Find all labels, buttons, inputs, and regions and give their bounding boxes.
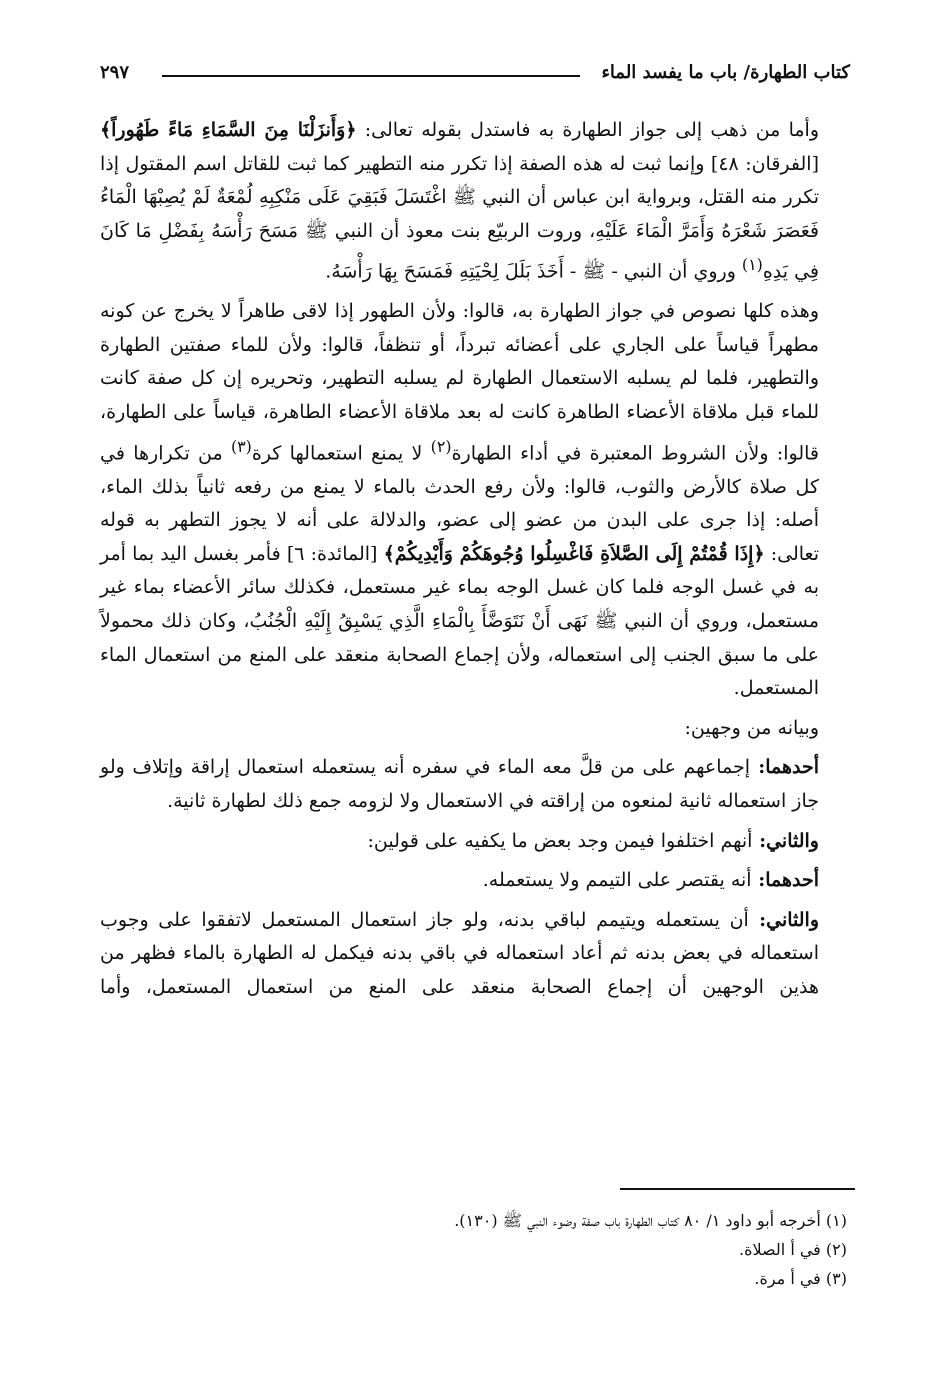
paragraph-2-segment-1: وهذه كلها نصوص في جواز الطهارة به، قالوا: ولأن الطهور إذا لاقى طاهراً لا يخرج عن كونه مطهراً قياساً على الجاري على أعضائه تبرداً، أو تنظفاً، قالوا: ولأن للماء صفتين الطهارة والتطهير، فلما لم يسلبه الاستعمال الطهارة لم يسلبه التطهير، وتحريره إن كل صفة كانت للماء قبل ملاقاة الأعضاء الطاهرة كانت له بعد ملاقاة الأعضاء الطاهرة، قياساً على الطهارة، قالوا: ولأن الشروط المعتبرة في أداء الطهارة xyxy=(100,300,819,464)
footnote-3: (٣) في أ مرة. xyxy=(754,1269,847,1288)
quran-verse-maidah: ﴿إِذَا قُمْتُمْ إِلَى الصَّلاَةِ فَاغْسِلُوا وُجُوهَكُمْ وَأَيْدِيكُمْ﴾ xyxy=(383,542,765,565)
paragraph-6 xyxy=(100,864,855,898)
paragraph-1-segment-5: وروي أن النبي - ﷺ - أَخَذَ بَلَلَ لِحْيَتِهِ فَمَسَحَ بِهَا رَأْسَهُ. xyxy=(325,260,742,283)
footnote-ref-2: (٢) xyxy=(430,436,452,456)
footnote-2: (٢) في أ الصلاة. xyxy=(739,1240,847,1259)
paragraph-1-segment-3: [الفرقان: ٤٨] وإنما ثبت له هذه الصفة إذا تكرر منه التطهير كما ثبت للقاتل اسم المقتول إذا تكرر منه القتل، وبرواية ابن عباس أن النبي ﷺ اغْتَسَلَ فَبَقِيَ عَلَى مَنْكِبِهِ لُمْعَةٌ لَمْ يُصِبْهَا الْمَاءُ فَعَصَرَ شَعْرَهُ وَأَمَرَّ الْمَاءَ عَلَيْهِ، وروت الربيّع بنت معوذ أن النبي ﷺ مَسَحَ رَأْسَهُ بِفَضْلِ مَا كَانَ فِي يَدِهِ xyxy=(100,152,820,283)
footnotes xyxy=(100,1206,855,1293)
paragraph-5-text: أنهم اختلفوا فيمن وجد بعض ما يكفيه على قولين: xyxy=(367,829,753,852)
paragraph-6-text: أنه يقتصر على التيمم ولا يستعمله. xyxy=(482,869,752,892)
paragraph-1-segment-1: وأما من ذهب إلى جواز الطهارة به فاستدل بقوله تعالى: xyxy=(356,119,819,141)
paragraph-7-text: أن يستعمله ويتيمم لباقي بدنه، ولو جاز استعمال المستعمل لاتفقوا على وجوب استعماله في بعض بدنه ثم أعاد استعماله في باقي بدنه فيكمل له الطهارة بالماء فظهر من هذين الوجهين أن إجماع الصحابة منعقد على المنع من استعمال المستعمل، وأما xyxy=(100,908,819,998)
page-number: ٢٩٧ xyxy=(100,62,130,83)
paragraph-4 xyxy=(100,751,855,818)
paragraph-3-text: وبيانه من وجهين: xyxy=(684,716,819,739)
paragraph-4-label: أحدهما: xyxy=(750,756,820,779)
chapter-title: كتاب الطهارة/ باب ما يفسد الماء xyxy=(601,62,850,83)
footnote-ref-3: (٣) xyxy=(230,436,252,456)
paragraph-5 xyxy=(100,825,855,859)
paragraph-1 xyxy=(100,114,855,289)
footnote-1: (١) أخرجه أبو داود ١/ ٨٠ كتاب الطهارة باب صفة وضوء النبي ﷺ (١٣٠). xyxy=(454,1211,847,1230)
paragraph-4-text: إجماعهم على من قلَّ معه الماء في سفره أنه يستعمله استعمال إراقة وإتلاف ولو جاز استعماله ثانية لمنعوه من إراقته في الاستعمال ولا لزومه جمع ذلك لطهارة ثانية. xyxy=(100,756,819,812)
paragraph-3 xyxy=(100,712,855,746)
paragraph-5-label: والثاني: xyxy=(752,829,819,852)
header-rule xyxy=(162,75,580,77)
footnote-separator xyxy=(620,1188,855,1190)
paragraph-2 xyxy=(100,295,855,705)
footnote-ref-1: (١) xyxy=(741,255,763,275)
main-text xyxy=(100,114,855,1011)
quran-verse-furqan: ﴿وَأَنزَلْنَا مِنَ السَّمَاءِ مَاءً طَهُوراً﴾ xyxy=(100,119,357,141)
paragraph-2-segment-7: [المائدة: ٦] فأمر بغسل اليد بما أمر به في غسل الوجه فلما كان غسل الوجه بماء غير مستعمل، فكذلك سائر الأعضاء بماء غير مستعمل، وروي أن النبي ﷺ نَهَى أَنْ نَتَوَضَّأَ بِالْمَاءِ الَّذِي يَسْبِقُ إِلَيْهِ الْجُنُبُ، وكان ذلك محمولاً على ما سبق الجنب إلى استعماله، ولأن إجماع الصحابة منعقد على المنع من استعمال الماء المستعمل. xyxy=(100,542,819,700)
paragraph-2-segment-5: من تكرارها في كل صلاة كالأرض والثوب، قالوا: ولأن رفع الحدث بالماء لا يمنع من رفعه ثانياً بذلك الماء، أصله: إذا جرى على البدن من عضو إلى عضو، والدلالة على أنه لا يجوز التطهر به قوله تعالى: xyxy=(100,442,820,565)
paragraph-6-label: أحدهما: xyxy=(751,869,819,892)
paragraph-7 xyxy=(100,904,855,1005)
paragraph-7-label: والثاني: xyxy=(748,908,819,931)
paragraph-2-segment-3: لا يمنع استعمالها كرة xyxy=(251,442,431,464)
running-header xyxy=(100,58,850,92)
